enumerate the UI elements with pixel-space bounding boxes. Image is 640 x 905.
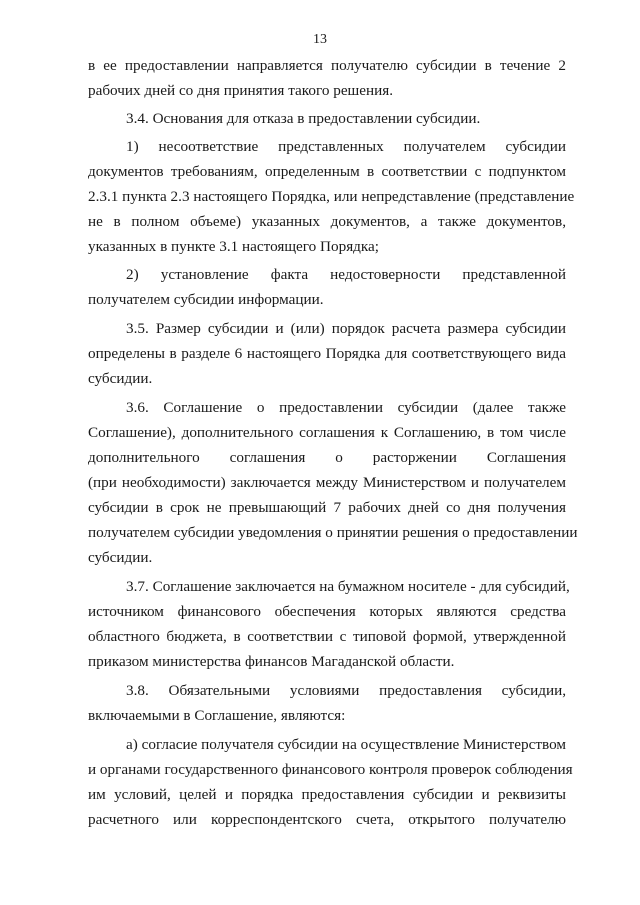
text-line: дополнительного соглашения о расторжении Соглашения: [88, 449, 566, 466]
text-line: областного бюджета, в соответствии с типовой формой, утвержденной: [88, 628, 566, 645]
text-line: (при необходимости) заключается между Министерством и получателем: [88, 474, 566, 491]
text-line: источником финансового обеспечения которых являются средства: [88, 603, 566, 620]
text-line: 1) несоответствие представленных получателем субсидии: [126, 138, 566, 155]
text-line: и органами государственного финансового контроля проверок соблюдения: [88, 761, 573, 778]
text-line: субсидии.: [88, 549, 153, 566]
text-line: в ее предоставлении направляется получателю субсидии в течение 2: [88, 57, 566, 74]
text-line: расчетного или корреспондентского счета, открытого получателю: [88, 811, 566, 828]
text-line: включаемыми в Соглашение, являются:: [88, 707, 346, 724]
text-line: субсидии в срок не превышающий 7 рабочих дней со дня получения: [88, 499, 566, 516]
text-line: получателем субсидии информации.: [88, 291, 324, 308]
text-line: 2.3.1 пункта 2.3 настоящего Порядка, или непредставление (представление: [88, 188, 575, 205]
text-line: 3.7. Соглашение заключается на бумажном носителе - для субсидий,: [126, 578, 570, 595]
text-line: субсидии.: [88, 370, 153, 387]
text-line: Соглашение), дополнительного соглашения к Соглашению, в том числе: [88, 424, 566, 441]
text-line: 3.8. Обязательными условиями предоставления субсидии,: [126, 682, 566, 699]
text-line: указанных в пункте 3.1 настоящего Порядка;: [88, 238, 380, 255]
text-line: рабочих дней со дня принятия такого решения.: [88, 82, 394, 99]
text-line: не в полном объеме) указанных документов, а также документов,: [88, 213, 566, 230]
text-line: 3.5. Размер субсидии и (или) порядок расчета размера субсидии: [126, 320, 566, 337]
text-line: 2) установление факта недостоверности представленной: [126, 266, 566, 283]
text-line: приказом министерства финансов Магаданской области.: [88, 653, 455, 670]
text-line: им условий, целей и порядка предоставления субсидии и реквизиты: [88, 786, 566, 803]
text-line: а) согласие получателя субсидии на осуществление Министерством: [126, 736, 566, 753]
page-number: 13: [313, 32, 327, 47]
text-line: документов требованиям, определенным в соответствии с подпунктом: [88, 163, 566, 180]
text-line: определены в разделе 6 настоящего Порядка для соответствующего вида: [88, 345, 566, 362]
text-line: 3.4. Основания для отказа в предоставлении субсидии.: [126, 110, 481, 127]
text-line: получателем субсидии уведомления о принятии решения о предоставлении: [88, 524, 578, 541]
text-line: 3.6. Соглашение о предоставлении субсидии (далее также: [126, 399, 566, 416]
